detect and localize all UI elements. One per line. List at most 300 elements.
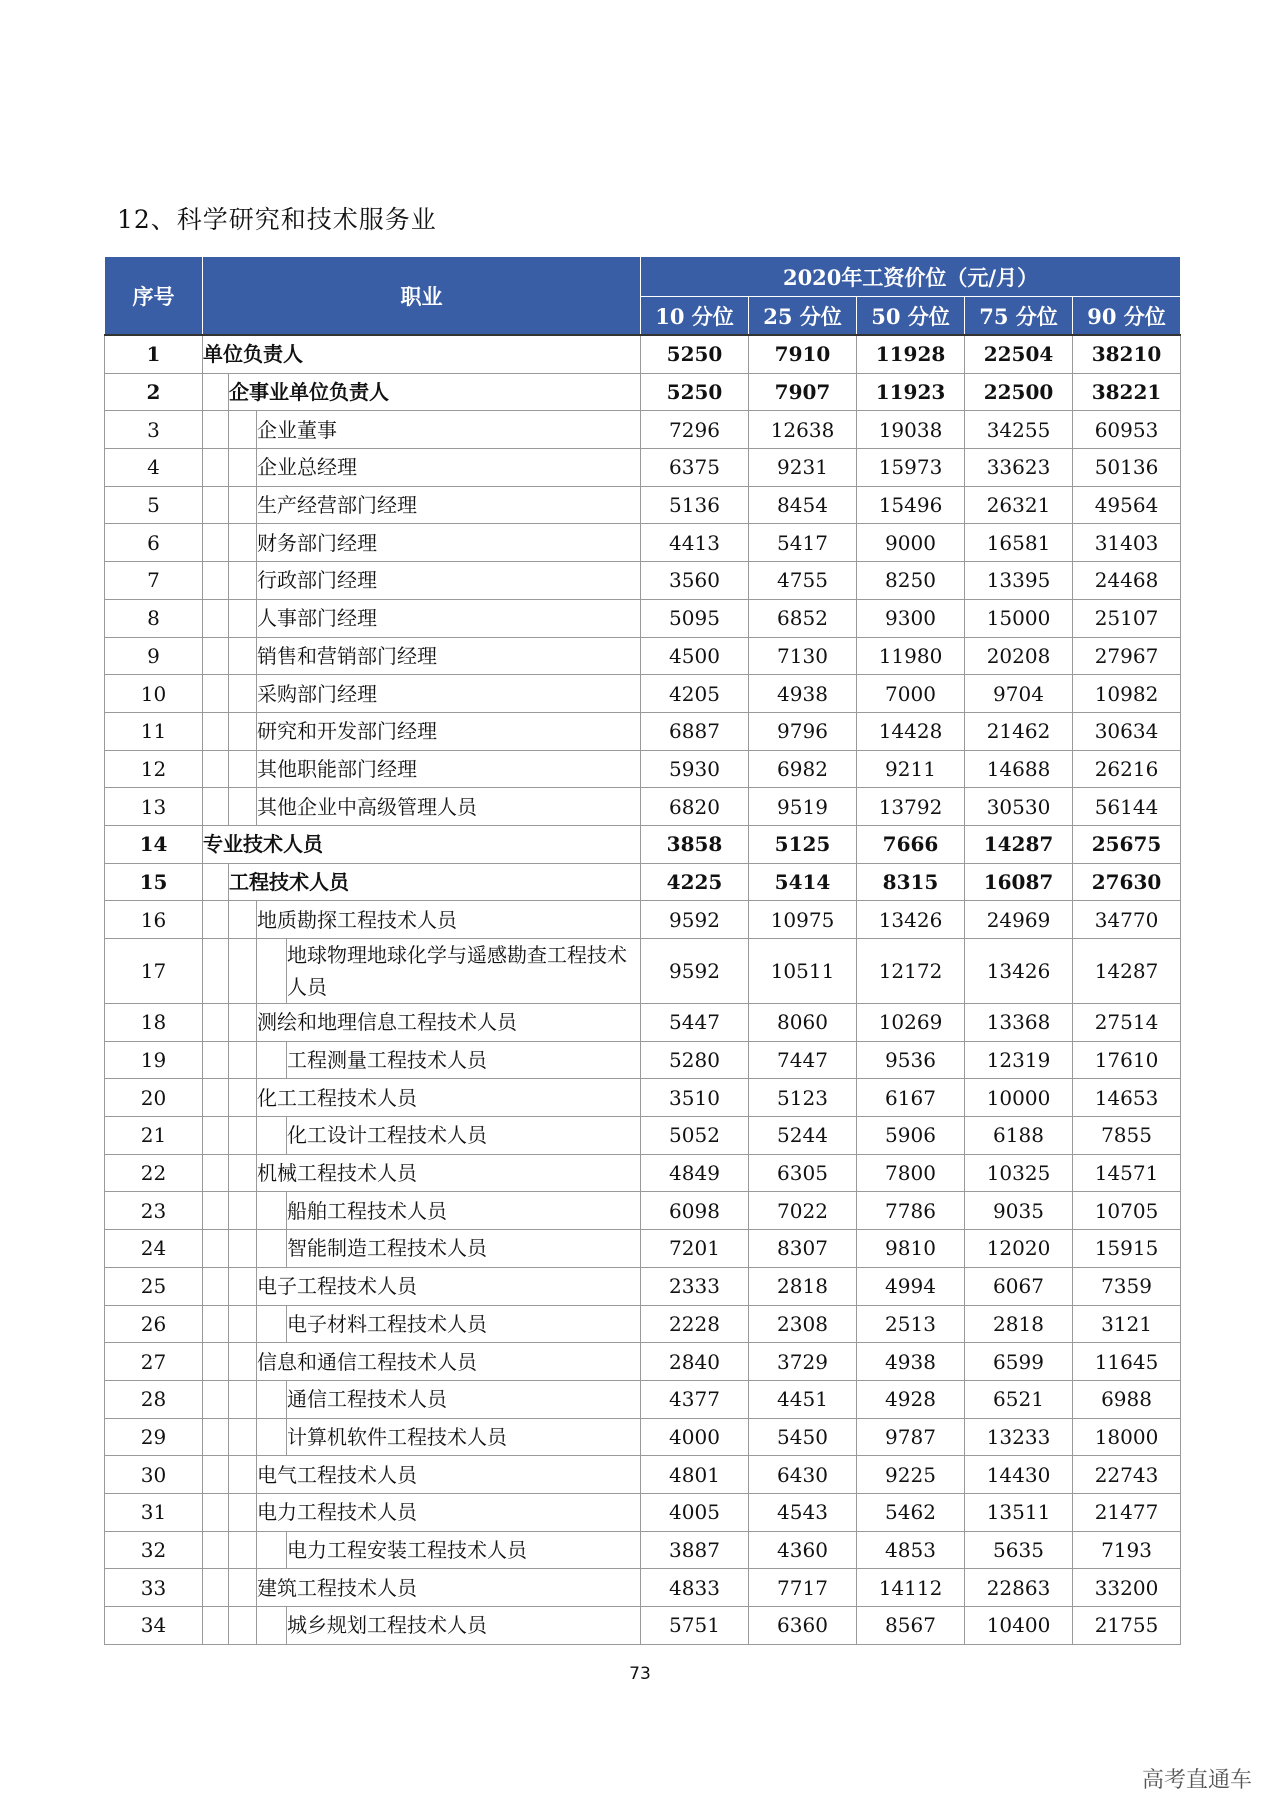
indent-cell bbox=[229, 675, 257, 713]
wage-value: 18000 bbox=[1073, 1418, 1181, 1456]
wage-value: 10000 bbox=[965, 1079, 1073, 1117]
wage-value: 3729 bbox=[749, 1343, 857, 1381]
wage-value: 4205 bbox=[641, 675, 749, 713]
wage-value: 34770 bbox=[1073, 901, 1181, 939]
wage-value: 7666 bbox=[857, 825, 965, 863]
indent-cell bbox=[203, 1041, 229, 1079]
header-p50: 50 分位 bbox=[857, 297, 965, 336]
wage-value: 16087 bbox=[965, 863, 1073, 901]
wage-value: 7447 bbox=[749, 1041, 857, 1079]
indent-cell bbox=[229, 750, 257, 788]
wage-value: 25675 bbox=[1073, 825, 1181, 863]
indent-cell bbox=[257, 1607, 287, 1645]
occupation-name: 电力工程技术人员 bbox=[257, 1493, 641, 1531]
table-row bbox=[105, 901, 1181, 939]
table-row bbox=[105, 1192, 1181, 1230]
wage-value: 9787 bbox=[857, 1418, 965, 1456]
wage-value: 5462 bbox=[857, 1493, 965, 1531]
wage-value: 11645 bbox=[1073, 1343, 1181, 1381]
indent-cell bbox=[257, 1305, 287, 1343]
header-index: 序号 bbox=[105, 257, 203, 336]
indent-cell bbox=[229, 1117, 257, 1155]
occupation-name: 智能制造工程技术人员 bbox=[287, 1230, 641, 1268]
wage-value: 3858 bbox=[641, 825, 749, 863]
wage-value: 13426 bbox=[857, 901, 965, 939]
wage-value: 15496 bbox=[857, 486, 965, 524]
wage-value: 3510 bbox=[641, 1079, 749, 1117]
wage-value: 6599 bbox=[965, 1343, 1073, 1381]
wage-value: 6852 bbox=[749, 599, 857, 637]
indent-cell bbox=[257, 1117, 287, 1155]
wage-value: 38221 bbox=[1073, 373, 1181, 411]
wage-value: 12638 bbox=[749, 411, 857, 449]
indent-cell bbox=[203, 1607, 229, 1645]
wage-value: 7855 bbox=[1073, 1117, 1181, 1155]
wage-value: 6887 bbox=[641, 712, 749, 750]
wage-value: 4801 bbox=[641, 1456, 749, 1494]
wage-value: 7130 bbox=[749, 637, 857, 675]
wage-value: 15915 bbox=[1073, 1230, 1181, 1268]
wage-value: 14428 bbox=[857, 712, 965, 750]
wage-value: 9231 bbox=[749, 449, 857, 487]
wage-value: 14430 bbox=[965, 1456, 1073, 1494]
wage-value: 10269 bbox=[857, 1004, 965, 1042]
wage-value: 7800 bbox=[857, 1154, 965, 1192]
wage-value: 13368 bbox=[965, 1004, 1073, 1042]
row-index: 19 bbox=[105, 1041, 203, 1079]
wage-value: 4000 bbox=[641, 1418, 749, 1456]
header-p75: 75 分位 bbox=[965, 297, 1073, 336]
occupation-name: 财务部门经理 bbox=[257, 524, 641, 562]
indent-cell bbox=[229, 486, 257, 524]
wage-value: 22863 bbox=[965, 1569, 1073, 1607]
row-index: 2 bbox=[105, 373, 203, 411]
wage-value: 4853 bbox=[857, 1531, 965, 1569]
wage-value: 14653 bbox=[1073, 1079, 1181, 1117]
row-index: 3 bbox=[105, 411, 203, 449]
row-index: 10 bbox=[105, 675, 203, 713]
wage-table bbox=[104, 256, 1181, 1645]
occupation-name: 单位负责人 bbox=[203, 335, 641, 373]
row-index: 28 bbox=[105, 1380, 203, 1418]
indent-cell bbox=[203, 1117, 229, 1155]
wage-value: 2228 bbox=[641, 1305, 749, 1343]
indent-cell bbox=[257, 1531, 287, 1569]
wage-value: 4377 bbox=[641, 1380, 749, 1418]
indent-cell bbox=[203, 411, 229, 449]
wage-value: 21755 bbox=[1073, 1607, 1181, 1645]
indent-cell bbox=[257, 1230, 287, 1268]
wage-value: 9300 bbox=[857, 599, 965, 637]
wage-value: 13426 bbox=[965, 939, 1073, 1004]
row-index: 11 bbox=[105, 712, 203, 750]
wage-value: 9592 bbox=[641, 939, 749, 1004]
wage-value: 24468 bbox=[1073, 562, 1181, 600]
wage-value: 3121 bbox=[1073, 1305, 1181, 1343]
wage-value: 2840 bbox=[641, 1343, 749, 1381]
wage-value: 4928 bbox=[857, 1380, 965, 1418]
wage-value: 4938 bbox=[749, 675, 857, 713]
wage-value: 4994 bbox=[857, 1267, 965, 1305]
table-row bbox=[105, 486, 1181, 524]
wage-value: 24969 bbox=[965, 901, 1073, 939]
wage-value: 25107 bbox=[1073, 599, 1181, 637]
wage-value: 9796 bbox=[749, 712, 857, 750]
indent-cell bbox=[229, 411, 257, 449]
table-row bbox=[105, 1154, 1181, 1192]
wage-value: 4413 bbox=[641, 524, 749, 562]
row-index: 14 bbox=[105, 825, 203, 863]
indent-cell bbox=[203, 1192, 229, 1230]
page-number: 73 bbox=[629, 1664, 651, 1684]
indent-cell bbox=[203, 486, 229, 524]
indent-cell bbox=[229, 637, 257, 675]
wage-value: 5280 bbox=[641, 1041, 749, 1079]
row-index: 5 bbox=[105, 486, 203, 524]
wage-value: 22500 bbox=[965, 373, 1073, 411]
row-index: 17 bbox=[105, 939, 203, 1004]
indent-cell bbox=[203, 562, 229, 600]
wage-value: 5250 bbox=[641, 335, 749, 373]
wage-value: 14688 bbox=[965, 750, 1073, 788]
wage-value: 10400 bbox=[965, 1607, 1073, 1645]
table-row bbox=[105, 825, 1181, 863]
indent-cell bbox=[203, 788, 229, 826]
indent-cell bbox=[229, 1079, 257, 1117]
wage-value: 5450 bbox=[749, 1418, 857, 1456]
occupation-name: 测绘和地理信息工程技术人员 bbox=[257, 1004, 641, 1042]
occupation-name: 企事业单位负责人 bbox=[229, 373, 641, 411]
indent-cell bbox=[203, 1305, 229, 1343]
wage-value: 4225 bbox=[641, 863, 749, 901]
wage-value: 12319 bbox=[965, 1041, 1073, 1079]
indent-cell bbox=[203, 939, 229, 1004]
wage-value: 9536 bbox=[857, 1041, 965, 1079]
wage-value: 27967 bbox=[1073, 637, 1181, 675]
wage-value: 6820 bbox=[641, 788, 749, 826]
indent-cell bbox=[203, 1531, 229, 1569]
row-index: 27 bbox=[105, 1343, 203, 1381]
occupation-name: 采购部门经理 bbox=[257, 675, 641, 713]
wage-value: 8250 bbox=[857, 562, 965, 600]
occupation-name: 企业董事 bbox=[257, 411, 641, 449]
wage-value: 6188 bbox=[965, 1117, 1073, 1155]
wage-value: 7910 bbox=[749, 335, 857, 373]
occupation-name: 专业技术人员 bbox=[203, 825, 641, 863]
table-row bbox=[105, 1607, 1181, 1645]
wage-value: 6430 bbox=[749, 1456, 857, 1494]
indent-cell bbox=[203, 1380, 229, 1418]
indent-cell bbox=[257, 1418, 287, 1456]
wage-value: 2333 bbox=[641, 1267, 749, 1305]
table-row bbox=[105, 675, 1181, 713]
indent-cell bbox=[203, 1418, 229, 1456]
indent-cell bbox=[229, 1041, 257, 1079]
table-row bbox=[105, 1343, 1181, 1381]
occupation-name: 人事部门经理 bbox=[257, 599, 641, 637]
wage-value: 4938 bbox=[857, 1343, 965, 1381]
wage-value: 7193 bbox=[1073, 1531, 1181, 1569]
wage-value: 19038 bbox=[857, 411, 965, 449]
indent-cell bbox=[257, 939, 287, 1004]
header-p90: 90 分位 bbox=[1073, 297, 1181, 336]
wage-value: 13792 bbox=[857, 788, 965, 826]
wage-value: 5751 bbox=[641, 1607, 749, 1645]
wage-value: 15973 bbox=[857, 449, 965, 487]
occupation-name: 电子工程技术人员 bbox=[257, 1267, 641, 1305]
table-row bbox=[105, 335, 1181, 373]
wage-value: 5125 bbox=[749, 825, 857, 863]
table-row bbox=[105, 562, 1181, 600]
table-row bbox=[105, 1531, 1181, 1569]
row-index: 29 bbox=[105, 1418, 203, 1456]
indent-cell bbox=[203, 449, 229, 487]
row-index: 32 bbox=[105, 1531, 203, 1569]
indent-cell bbox=[229, 1418, 257, 1456]
table-row bbox=[105, 524, 1181, 562]
row-index: 26 bbox=[105, 1305, 203, 1343]
wage-value: 9035 bbox=[965, 1192, 1073, 1230]
table-row bbox=[105, 1569, 1181, 1607]
indent-cell bbox=[203, 1267, 229, 1305]
row-index: 9 bbox=[105, 637, 203, 675]
wage-value: 26216 bbox=[1073, 750, 1181, 788]
row-index: 33 bbox=[105, 1569, 203, 1607]
wage-value: 12172 bbox=[857, 939, 965, 1004]
table-row bbox=[105, 712, 1181, 750]
indent-cell bbox=[203, 1493, 229, 1531]
table-row bbox=[105, 1305, 1181, 1343]
row-index: 24 bbox=[105, 1230, 203, 1268]
wage-value: 5906 bbox=[857, 1117, 965, 1155]
wage-value: 6988 bbox=[1073, 1380, 1181, 1418]
indent-cell bbox=[229, 599, 257, 637]
wage-value: 9810 bbox=[857, 1230, 965, 1268]
indent-cell bbox=[257, 1380, 287, 1418]
indent-cell bbox=[229, 562, 257, 600]
occupation-name: 其他职能部门经理 bbox=[257, 750, 641, 788]
wage-value: 4451 bbox=[749, 1380, 857, 1418]
occupation-name: 生产经营部门经理 bbox=[257, 486, 641, 524]
wage-value: 7359 bbox=[1073, 1267, 1181, 1305]
occupation-name: 计算机软件工程技术人员 bbox=[287, 1418, 641, 1456]
row-index: 22 bbox=[105, 1154, 203, 1192]
header-occupation: 职业 bbox=[203, 257, 641, 336]
row-index: 21 bbox=[105, 1117, 203, 1155]
wage-value: 9211 bbox=[857, 750, 965, 788]
row-index: 15 bbox=[105, 863, 203, 901]
wage-value: 5244 bbox=[749, 1117, 857, 1155]
wage-value: 5250 bbox=[641, 373, 749, 411]
wage-value: 5447 bbox=[641, 1004, 749, 1042]
wage-value: 9519 bbox=[749, 788, 857, 826]
row-index: 20 bbox=[105, 1079, 203, 1117]
wage-value: 10705 bbox=[1073, 1192, 1181, 1230]
indent-cell bbox=[203, 712, 229, 750]
occupation-name: 化工工程技术人员 bbox=[257, 1079, 641, 1117]
occupation-name: 城乡规划工程技术人员 bbox=[287, 1607, 641, 1645]
wage-value: 2513 bbox=[857, 1305, 965, 1343]
indent-cell bbox=[229, 939, 257, 1004]
occupation-name: 销售和营销部门经理 bbox=[257, 637, 641, 675]
occupation-name: 行政部门经理 bbox=[257, 562, 641, 600]
indent-cell bbox=[229, 1607, 257, 1645]
wage-value: 11980 bbox=[857, 637, 965, 675]
table-body bbox=[105, 335, 1181, 1644]
wage-value: 15000 bbox=[965, 599, 1073, 637]
wage-value: 6375 bbox=[641, 449, 749, 487]
occupation-name: 地球物理地球化学与遥感勘查工程技术人员 bbox=[287, 939, 641, 1004]
row-index: 6 bbox=[105, 524, 203, 562]
occupation-name: 电力工程安装工程技术人员 bbox=[287, 1531, 641, 1569]
wage-value: 4755 bbox=[749, 562, 857, 600]
indent-cell bbox=[203, 1343, 229, 1381]
wage-value: 5414 bbox=[749, 863, 857, 901]
header-group: 2020年工资价位（元/月） bbox=[641, 257, 1181, 297]
wage-value: 2818 bbox=[965, 1305, 1073, 1343]
indent-cell bbox=[203, 637, 229, 675]
row-index: 18 bbox=[105, 1004, 203, 1042]
occupation-name: 电气工程技术人员 bbox=[257, 1456, 641, 1494]
table-row bbox=[105, 1079, 1181, 1117]
row-index: 4 bbox=[105, 449, 203, 487]
table-row bbox=[105, 449, 1181, 487]
indent-cell bbox=[203, 1004, 229, 1042]
row-index: 8 bbox=[105, 599, 203, 637]
occupation-name: 其他企业中高级管理人员 bbox=[257, 788, 641, 826]
occupation-name: 机械工程技术人员 bbox=[257, 1154, 641, 1192]
wage-value: 22743 bbox=[1073, 1456, 1181, 1494]
wage-value: 6098 bbox=[641, 1192, 749, 1230]
indent-cell bbox=[229, 1493, 257, 1531]
wage-value: 3560 bbox=[641, 562, 749, 600]
wage-value: 13395 bbox=[965, 562, 1073, 600]
table-row bbox=[105, 599, 1181, 637]
indent-cell bbox=[203, 1456, 229, 1494]
indent-cell bbox=[229, 712, 257, 750]
indent-cell bbox=[257, 1041, 287, 1079]
wage-value: 17610 bbox=[1073, 1041, 1181, 1079]
occupation-name: 化工设计工程技术人员 bbox=[287, 1117, 641, 1155]
indent-cell bbox=[257, 1192, 287, 1230]
wage-value: 8315 bbox=[857, 863, 965, 901]
table-row bbox=[105, 1418, 1181, 1456]
indent-cell bbox=[229, 1305, 257, 1343]
row-index: 30 bbox=[105, 1456, 203, 1494]
wage-value: 33623 bbox=[965, 449, 1073, 487]
indent-cell bbox=[229, 1004, 257, 1042]
wage-value: 30530 bbox=[965, 788, 1073, 826]
row-index: 13 bbox=[105, 788, 203, 826]
indent-cell bbox=[203, 524, 229, 562]
wage-value: 6067 bbox=[965, 1267, 1073, 1305]
indent-cell bbox=[229, 1569, 257, 1607]
wage-value: 14287 bbox=[965, 825, 1073, 863]
occupation-name: 研究和开发部门经理 bbox=[257, 712, 641, 750]
wage-value: 10325 bbox=[965, 1154, 1073, 1192]
wage-value: 21462 bbox=[965, 712, 1073, 750]
wage-value: 14112 bbox=[857, 1569, 965, 1607]
wage-value: 8567 bbox=[857, 1607, 965, 1645]
table-row bbox=[105, 373, 1181, 411]
wage-value: 9592 bbox=[641, 901, 749, 939]
wage-value: 8454 bbox=[749, 486, 857, 524]
wage-value: 20208 bbox=[965, 637, 1073, 675]
wage-value: 11923 bbox=[857, 373, 965, 411]
table-row bbox=[105, 637, 1181, 675]
wage-value: 6305 bbox=[749, 1154, 857, 1192]
indent-cell bbox=[229, 1267, 257, 1305]
indent-cell bbox=[203, 863, 229, 901]
header-p10: 10 分位 bbox=[641, 297, 749, 336]
occupation-name: 建筑工程技术人员 bbox=[257, 1569, 641, 1607]
wage-value: 10975 bbox=[749, 901, 857, 939]
occupation-name: 企业总经理 bbox=[257, 449, 641, 487]
indent-cell bbox=[203, 901, 229, 939]
table-row bbox=[105, 411, 1181, 449]
wage-value: 13233 bbox=[965, 1418, 1073, 1456]
occupation-name: 通信工程技术人员 bbox=[287, 1380, 641, 1418]
table-row bbox=[105, 1117, 1181, 1155]
wage-value: 5052 bbox=[641, 1117, 749, 1155]
wage-value: 9225 bbox=[857, 1456, 965, 1494]
table-row bbox=[105, 750, 1181, 788]
wage-value: 8307 bbox=[749, 1230, 857, 1268]
wage-value: 5417 bbox=[749, 524, 857, 562]
indent-cell bbox=[203, 1230, 229, 1268]
wage-value: 16581 bbox=[965, 524, 1073, 562]
indent-cell bbox=[203, 373, 229, 411]
wage-value: 7717 bbox=[749, 1569, 857, 1607]
wage-value: 9000 bbox=[857, 524, 965, 562]
section-title: 12、科学研究和技术服务业 bbox=[117, 205, 437, 234]
wage-value: 27630 bbox=[1073, 863, 1181, 901]
indent-cell bbox=[229, 449, 257, 487]
wage-value: 21477 bbox=[1073, 1493, 1181, 1531]
wage-value: 3887 bbox=[641, 1531, 749, 1569]
indent-cell bbox=[229, 524, 257, 562]
row-index: 31 bbox=[105, 1493, 203, 1531]
wage-value: 38210 bbox=[1073, 335, 1181, 373]
indent-cell bbox=[229, 1343, 257, 1381]
row-index: 12 bbox=[105, 750, 203, 788]
wage-value: 4500 bbox=[641, 637, 749, 675]
wage-value: 5123 bbox=[749, 1079, 857, 1117]
indent-cell bbox=[203, 1079, 229, 1117]
wage-value: 4543 bbox=[749, 1493, 857, 1531]
occupation-name: 船舶工程技术人员 bbox=[287, 1192, 641, 1230]
wage-value: 9704 bbox=[965, 675, 1073, 713]
table-row bbox=[105, 863, 1181, 901]
wage-value: 7000 bbox=[857, 675, 965, 713]
wage-value: 2308 bbox=[749, 1305, 857, 1343]
row-index: 34 bbox=[105, 1607, 203, 1645]
wage-value: 4005 bbox=[641, 1493, 749, 1531]
wage-value: 7786 bbox=[857, 1192, 965, 1230]
wage-value: 60953 bbox=[1073, 411, 1181, 449]
wage-value: 7201 bbox=[641, 1230, 749, 1268]
indent-cell bbox=[229, 1531, 257, 1569]
indent-cell bbox=[229, 1230, 257, 1268]
wage-value: 2818 bbox=[749, 1267, 857, 1305]
row-index: 7 bbox=[105, 562, 203, 600]
indent-cell bbox=[203, 599, 229, 637]
indent-cell bbox=[203, 1569, 229, 1607]
row-index: 23 bbox=[105, 1192, 203, 1230]
table-row bbox=[105, 1041, 1181, 1079]
wage-value: 4849 bbox=[641, 1154, 749, 1192]
wage-value: 33200 bbox=[1073, 1569, 1181, 1607]
